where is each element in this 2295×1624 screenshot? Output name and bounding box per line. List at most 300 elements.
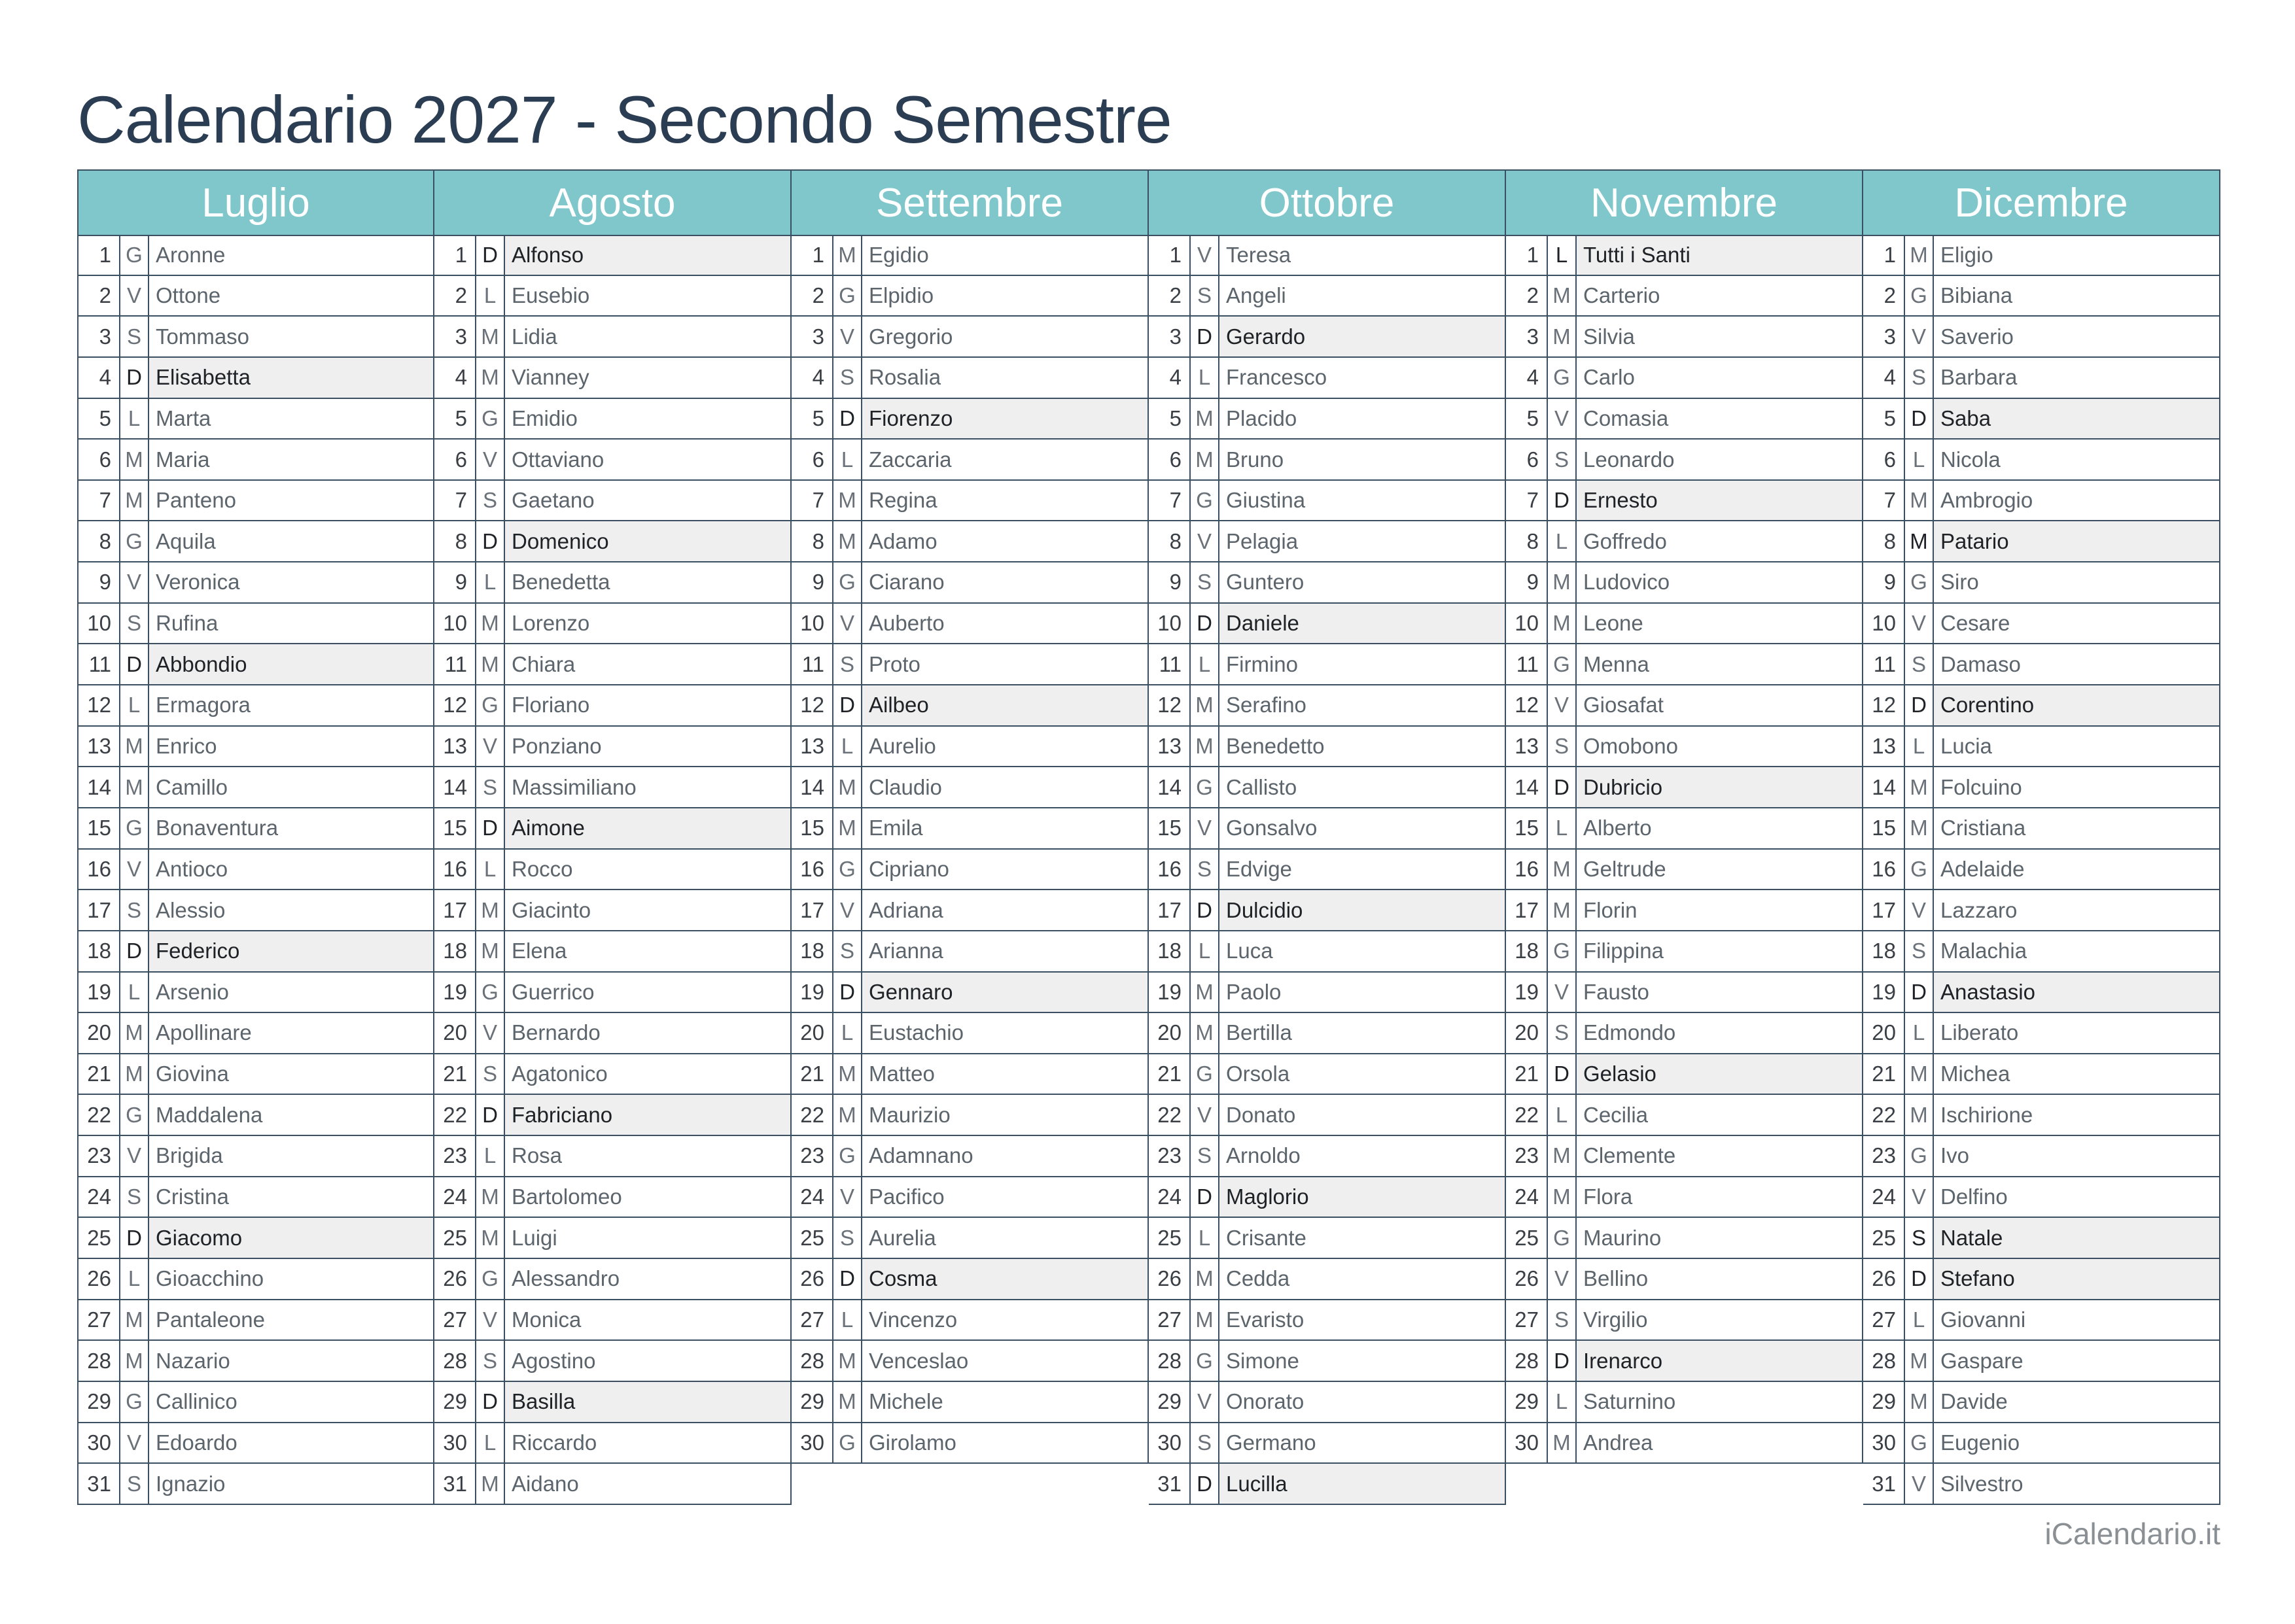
weekday-letter: D [1905,685,1934,725]
saint-name: Adamo [869,528,937,553]
weekday-letter: M [1548,1177,1577,1217]
day-number: 27 [1506,1300,1548,1340]
day-number: 27 [79,1300,120,1340]
weekday-letter: M [1191,685,1219,725]
saint-name: Gonsalvo [1226,816,1318,840]
saint-name: Federico [149,931,433,971]
weekday-letter: V [1191,236,1219,275]
weekday-letter: L [1191,358,1219,398]
day-number: 9 [1149,562,1191,602]
day-number: 2 [792,276,833,316]
day-row [77,1382,434,1423]
saint-name: Luigi [512,1225,557,1250]
day-row [1149,1341,1506,1382]
saint-name: Basilla [505,1382,790,1422]
weekday-letter: V [1191,1382,1219,1422]
weekday-letter: L [120,399,149,439]
saint-name: Adamnano [869,1143,973,1168]
weekday-letter: V [1191,521,1219,561]
day-number: 31 [1863,1464,1905,1504]
weekday-letter: S [1548,1013,1577,1053]
day-row [434,317,792,358]
day-number: 26 [1506,1259,1548,1299]
day-number: 30 [1149,1423,1191,1463]
day-row [792,767,1149,808]
day-number: 14 [1863,767,1905,807]
weekday-letter: M [1905,808,1934,848]
day-number: 24 [79,1177,120,1217]
day-list [434,235,792,1505]
day-row [1506,276,1863,317]
saint-name: Claudio [869,774,942,799]
day-row [1863,973,2220,1014]
saint-name: Folcuino [1940,774,2022,799]
saint-name: Arnoldo [1226,1143,1301,1168]
day-row [792,850,1149,891]
day-row [434,481,792,522]
weekday-letter: S [1191,276,1219,316]
weekday-letter: G [1905,276,1934,316]
saint-name: Bertilla [1226,1020,1292,1045]
saint-name: Ottone [156,283,221,307]
saint-name: Eugenio [1940,1430,2020,1455]
weekday-letter: S [1905,644,1934,684]
day-row [792,1095,1149,1136]
weekday-letter: L [1905,727,1934,767]
day-row [77,235,434,276]
day-number: 26 [1149,1259,1191,1299]
saint-name: Fausto [1583,979,1649,1004]
day-row [434,235,792,276]
weekday-letter: D [1191,1464,1219,1504]
weekday-letter: M [1905,1095,1934,1135]
day-number: 19 [79,973,120,1012]
saint-name: Orsola [1226,1062,1290,1086]
saint-name: Davide [1940,1389,2008,1414]
saint-name: Proto [869,651,920,676]
day-row [77,644,434,685]
day-number: 13 [434,727,476,767]
weekday-letter: G [120,1095,149,1135]
day-number: 14 [792,767,833,807]
day-number: 17 [792,890,833,930]
weekday-letter: V [833,604,862,644]
day-row [1149,604,1506,645]
weekday-letter: M [120,481,149,521]
weekday-letter: L [1905,1300,1934,1340]
day-row [792,1177,1149,1218]
day-number: 28 [1149,1341,1191,1381]
saint-name: Anastasio [1934,973,2219,1012]
day-number: 15 [434,808,476,848]
saint-name: Callisto [1226,774,1297,799]
saint-name: Bonaventura [156,816,279,840]
day-number: 29 [434,1382,476,1422]
weekday-letter: L [1548,236,1577,275]
day-row [1863,235,2220,276]
weekday-letter: G [120,521,149,561]
weekday-letter: M [1548,562,1577,602]
day-row [792,1423,1149,1464]
day-number: 1 [792,236,833,275]
saint-name: Ottaviano [512,447,604,472]
day-number: 6 [792,440,833,479]
saint-name: Giustina [1226,488,1306,513]
saint-name: Firmino [1226,651,1299,676]
weekday-letter: M [120,767,149,807]
calendar-grid [77,169,2220,1507]
saint-name: Eusebio [512,283,590,307]
saint-name: Rocco [512,856,573,881]
saint-name: Placido [1226,406,1297,430]
day-number: 21 [1863,1054,1905,1094]
day-list [1506,235,1863,1464]
weekday-letter: M [120,1054,149,1094]
day-row [1506,1218,1863,1259]
day-row [1863,1423,2220,1464]
day-number: 25 [434,1218,476,1258]
day-row [1506,317,1863,358]
day-number: 1 [1506,236,1548,275]
saint-name: Giacomo [149,1218,433,1258]
day-row [434,890,792,931]
day-number: 19 [1863,973,1905,1012]
weekday-letter: V [833,317,862,356]
weekday-letter: V [120,276,149,316]
day-number: 9 [79,562,120,602]
day-number: 16 [434,850,476,890]
weekday-letter: M [833,1095,862,1135]
day-number: 9 [1506,562,1548,602]
day-number: 14 [1506,767,1548,807]
saint-name: Abbondio [149,644,433,684]
month-column [77,169,434,1507]
day-number: 6 [1506,440,1548,479]
weekday-letter: S [1905,931,1934,971]
weekday-letter: G [1191,1054,1219,1094]
day-row [1863,931,2220,973]
day-number: 24 [1506,1177,1548,1217]
day-number: 11 [1149,644,1191,684]
saint-name: Lucilla [1219,1464,1505,1504]
day-number: 25 [79,1218,120,1258]
day-number: 20 [79,1013,120,1053]
saint-name: Leonardo [1583,447,1675,472]
weekday-letter: D [476,1382,505,1422]
saint-name: Paolo [1226,979,1282,1004]
day-number: 7 [1149,481,1191,521]
day-row [1149,1013,1506,1054]
day-row [1506,521,1863,562]
day-row [792,562,1149,604]
day-row [77,1054,434,1096]
weekday-letter: L [833,1300,862,1340]
weekday-letter: M [1191,1300,1219,1340]
day-number: 28 [1506,1341,1548,1381]
weekday-letter: L [1548,808,1577,848]
day-row [1149,890,1506,931]
day-row [77,399,434,440]
weekday-letter: M [833,808,862,848]
weekday-letter: M [476,604,505,644]
day-number: 8 [434,521,476,561]
day-row [792,644,1149,685]
saint-name: Cosma [862,1259,1148,1299]
day-row [77,727,434,768]
day-number: 31 [434,1464,476,1504]
weekday-letter: S [833,1218,862,1258]
day-number: 26 [79,1259,120,1299]
day-row [792,1341,1149,1382]
day-number: 22 [1863,1095,1905,1135]
saint-name: Venceslao [869,1348,969,1373]
saint-name: Rosalia [869,365,941,390]
day-row [434,1423,792,1464]
weekday-letter: G [833,562,862,602]
day-number: 10 [434,604,476,644]
weekday-letter: D [1191,317,1219,356]
weekday-letter: G [476,1259,505,1299]
weekday-letter: V [1905,1464,1934,1504]
day-row [434,1095,792,1136]
saint-name: Vianney [512,365,589,390]
day-row [1863,1013,2220,1054]
day-number: 2 [79,276,120,316]
day-row [1863,1054,2220,1096]
day-row [77,890,434,931]
day-row [1506,931,1863,973]
day-number: 9 [1863,562,1905,602]
weekday-letter: L [120,685,149,725]
day-number: 3 [1863,317,1905,356]
saint-name: Germano [1226,1430,1316,1455]
weekday-letter: S [833,931,862,971]
day-row [792,235,1149,276]
saint-name: Teresa [1226,243,1291,268]
saint-name: Comasia [1583,406,1669,430]
day-number: 28 [79,1341,120,1381]
saint-name: Ailbeo [862,685,1148,725]
saint-name: Florin [1583,897,1638,922]
weekday-letter: V [476,727,505,767]
day-number: 11 [79,644,120,684]
weekday-letter: M [476,890,505,930]
saint-name: Alessio [156,897,226,922]
saint-name: Aidano [512,1471,579,1496]
day-row [1863,604,2220,645]
day-row [792,604,1149,645]
weekday-letter: L [476,276,505,316]
weekday-letter: L [1191,644,1219,684]
weekday-letter: G [1905,1423,1934,1463]
day-list [792,235,1149,1464]
day-row [1506,235,1863,276]
saint-name: Rufina [156,611,219,636]
day-row [1863,1218,2220,1259]
weekday-letter: M [476,358,505,398]
day-number: 10 [79,604,120,644]
weekday-letter: G [1905,850,1934,890]
saint-name: Marta [156,406,211,430]
day-number: 17 [1863,890,1905,930]
day-number: 1 [434,236,476,275]
day-number: 13 [792,727,833,767]
saint-name: Fabriciano [505,1095,790,1135]
saint-name: Cedda [1226,1266,1290,1291]
day-number: 14 [1149,767,1191,807]
weekday-letter: L [120,973,149,1012]
day-number: 12 [792,685,833,725]
weekday-letter: D [1905,973,1934,1012]
saint-name: Riccardo [512,1430,597,1455]
weekday-letter: M [476,1218,505,1258]
weekday-letter: D [120,931,149,971]
day-number: 2 [1863,276,1905,316]
saint-name: Simone [1226,1348,1299,1373]
day-row [1149,276,1506,317]
day-row [1863,808,2220,850]
day-row [1506,727,1863,768]
day-number: 24 [792,1177,833,1217]
day-row [77,1259,434,1300]
day-number: 18 [792,931,833,971]
day-row [1863,1136,2220,1177]
day-number: 25 [1863,1218,1905,1258]
weekday-letter: M [476,317,505,356]
day-number: 5 [1506,399,1548,439]
day-number: 12 [1506,685,1548,725]
day-number: 29 [1149,1382,1191,1422]
weekday-letter: S [1905,358,1934,398]
saint-name: Maddalena [156,1102,263,1127]
day-row [792,1136,1149,1177]
day-number: 14 [434,767,476,807]
saint-name: Carterio [1583,283,1660,307]
saint-name: Eligio [1940,243,1993,268]
weekday-letter: S [120,1177,149,1217]
day-number: 23 [1149,1136,1191,1176]
day-number: 23 [1506,1136,1548,1176]
day-row [1149,644,1506,685]
saint-name: Pelagia [1226,528,1299,553]
day-row [434,358,792,399]
day-row [77,276,434,317]
day-number: 23 [1863,1136,1905,1176]
weekday-letter: M [833,1054,862,1094]
weekday-letter: D [120,358,149,398]
saint-name: Maurino [1583,1225,1662,1250]
weekday-letter: S [476,1054,505,1094]
saint-name: Gioacchino [156,1266,264,1291]
day-row [792,1218,1149,1259]
day-number: 20 [434,1013,476,1053]
day-row [1506,604,1863,645]
day-number: 8 [79,521,120,561]
day-row [1863,562,2220,604]
day-row [792,440,1149,481]
day-number: 15 [1506,808,1548,848]
day-number: 10 [1149,604,1191,644]
saint-name: Eustachio [869,1020,964,1045]
saint-name: Michele [869,1389,943,1414]
day-number: 20 [1506,1013,1548,1053]
day-number: 27 [792,1300,833,1340]
weekday-letter: V [120,1423,149,1463]
saint-name: Aimone [505,808,790,848]
weekday-letter: G [1548,1218,1577,1258]
saint-name: Giovina [156,1062,229,1086]
saint-name: Flora [1583,1184,1633,1209]
day-number: 10 [1506,604,1548,644]
saint-name: Leone [1583,611,1643,636]
saint-name: Guerrico [512,979,595,1004]
saint-name: Ermagora [156,693,251,717]
weekday-letter: V [1905,317,1934,356]
day-number: 21 [792,1054,833,1094]
day-row [434,1341,792,1382]
day-row [792,1259,1149,1300]
day-row [1149,1218,1506,1259]
weekday-letter: G [476,973,505,1012]
weekday-letter: S [120,1464,149,1504]
day-number: 16 [79,850,120,890]
day-number: 12 [1863,685,1905,725]
day-row [434,521,792,562]
day-number: 13 [1149,727,1191,767]
day-row [1863,727,2220,768]
day-number: 28 [792,1341,833,1381]
day-row [1863,399,2220,440]
weekday-letter: M [1548,604,1577,644]
weekday-letter: G [1191,481,1219,521]
weekday-letter: V [833,1177,862,1217]
weekday-letter: L [476,850,505,890]
weekday-letter: L [120,1259,149,1299]
saint-name: Giacinto [512,897,591,922]
day-row [434,850,792,891]
saint-name: Adelaide [1940,856,2025,881]
day-number: 4 [1149,358,1191,398]
saint-name: Adriana [869,897,943,922]
day-row [434,1054,792,1096]
weekday-letter: M [833,1341,862,1381]
day-row [77,358,434,399]
weekday-letter: S [833,644,862,684]
weekday-letter: M [1905,236,1934,275]
day-number: 1 [1863,236,1905,275]
day-number: 2 [1149,276,1191,316]
weekday-letter: S [1191,1423,1219,1463]
saint-name: Omobono [1583,734,1678,758]
saint-name: Gerardo [1219,317,1505,356]
weekday-letter: M [1191,1013,1219,1053]
day-number: 25 [1506,1218,1548,1258]
weekday-letter: M [1191,440,1219,479]
day-list [1863,235,2220,1505]
day-row [77,440,434,481]
day-row [77,850,434,891]
day-row [792,727,1149,768]
day-row [792,1054,1149,1096]
day-number: 26 [792,1259,833,1299]
day-number: 14 [79,767,120,807]
day-number: 8 [1863,521,1905,561]
weekday-letter: M [1191,399,1219,439]
weekday-letter: D [833,399,862,439]
saint-name: Cristiana [1940,816,2026,840]
day-number: 27 [1149,1300,1191,1340]
day-number: 17 [1506,890,1548,930]
